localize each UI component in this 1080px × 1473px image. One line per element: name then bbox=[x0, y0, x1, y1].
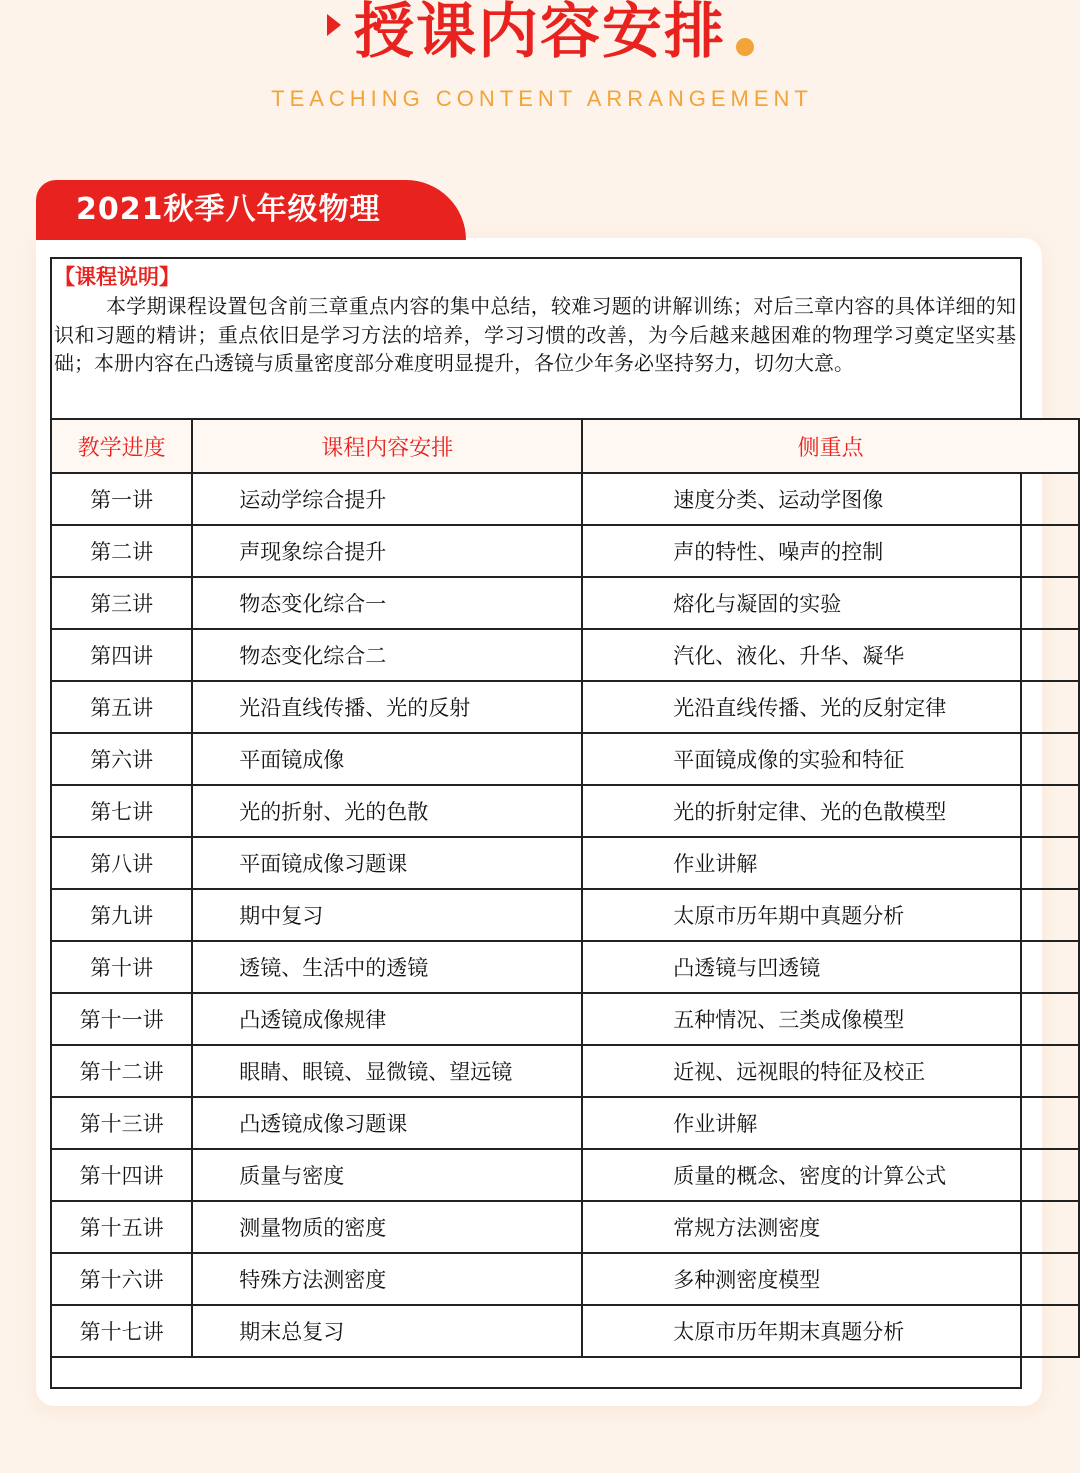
lesson-cell: 第十讲 bbox=[51, 941, 192, 993]
table-row bbox=[51, 941, 1079, 993]
lesson-cell: 第三讲 bbox=[51, 577, 192, 629]
intro-heading: 【课程说明】 bbox=[54, 264, 180, 289]
table-row bbox=[51, 1097, 1079, 1149]
lesson-cell: 第二讲 bbox=[51, 525, 192, 577]
focus-cell: 作业讲解 bbox=[582, 837, 1079, 889]
focus-cell: 太原市历年期末真题分析 bbox=[582, 1305, 1079, 1357]
course-intro bbox=[54, 262, 1016, 378]
content-cell: 凸透镜成像习题课 bbox=[192, 1097, 582, 1149]
focus-cell: 汽化、液化、升华、凝华 bbox=[582, 629, 1079, 681]
content-cell: 平面镜成像习题课 bbox=[192, 837, 582, 889]
content-cell: 声现象综合提升 bbox=[192, 525, 582, 577]
header-progress: 教学进度 bbox=[51, 419, 192, 473]
content-cell: 特殊方法测密度 bbox=[192, 1253, 582, 1305]
intro-text: 本学期课程设置包含前三章重点内容的集中总结，较难习题的讲解训练；对后三章内容的具体详细的知识和习题的精讲；重点依旧是学习方法的培养，学习习惯的改善，为今后越来越困难的物理学习奠定坚实基础；本册内容在凸透镜与质量密度部分难度明显提升，各位少年务必坚持努力，切勿大意。 bbox=[54, 294, 1016, 375]
content-cell: 凸透镜成像规律 bbox=[192, 993, 582, 1045]
page-subtitle: TEACHING CONTENT ARRANGEMENT bbox=[271, 86, 813, 111]
table-row bbox=[51, 1201, 1079, 1253]
table-body bbox=[51, 473, 1079, 1357]
focus-cell: 近视、远视眼的特征及校正 bbox=[582, 1045, 1079, 1097]
focus-cell: 多种测密度模型 bbox=[582, 1253, 1079, 1305]
focus-cell: 熔化与凝固的实验 bbox=[582, 577, 1079, 629]
lesson-cell: 第八讲 bbox=[51, 837, 192, 889]
header-focus: 侧重点 bbox=[582, 419, 1079, 473]
content-cell: 测量物质的密度 bbox=[192, 1201, 582, 1253]
focus-cell: 光的折射定律、光的色散模型 bbox=[582, 785, 1079, 837]
card-tab-label: 2021秋季八年级物理 bbox=[76, 192, 381, 227]
content-cell: 光的折射、光的色散 bbox=[192, 785, 582, 837]
lesson-cell: 第九讲 bbox=[51, 889, 192, 941]
lesson-cell: 第十七讲 bbox=[51, 1305, 192, 1357]
table-header-row bbox=[51, 419, 1079, 473]
table-row bbox=[51, 1149, 1079, 1201]
table-row bbox=[51, 681, 1079, 733]
focus-cell: 速度分类、运动学图像 bbox=[582, 473, 1079, 525]
focus-cell: 常规方法测密度 bbox=[582, 1201, 1079, 1253]
lesson-cell: 第十五讲 bbox=[51, 1201, 192, 1253]
content-cell: 期中复习 bbox=[192, 889, 582, 941]
triangle-marker-icon bbox=[327, 14, 341, 36]
lesson-cell: 第五讲 bbox=[51, 681, 192, 733]
table-row bbox=[51, 629, 1079, 681]
content-cell: 质量与密度 bbox=[192, 1149, 582, 1201]
content-cell: 物态变化综合二 bbox=[192, 629, 582, 681]
lesson-cell: 第一讲 bbox=[51, 473, 192, 525]
lesson-cell: 第十二讲 bbox=[51, 1045, 192, 1097]
content-cell: 物态变化综合一 bbox=[192, 577, 582, 629]
lesson-cell: 第十三讲 bbox=[51, 1097, 192, 1149]
table-row bbox=[51, 1305, 1079, 1357]
focus-cell: 质量的概念、密度的计算公式 bbox=[582, 1149, 1079, 1201]
lesson-cell: 第七讲 bbox=[51, 785, 192, 837]
focus-cell: 平面镜成像的实验和特征 bbox=[582, 733, 1079, 785]
content-cell: 期末总复习 bbox=[192, 1305, 582, 1357]
dot-icon bbox=[736, 38, 754, 56]
table-row bbox=[51, 837, 1079, 889]
focus-cell: 光沿直线传播、光的反射定律 bbox=[582, 681, 1079, 733]
table-row bbox=[51, 473, 1079, 525]
focus-cell: 五种情况、三类成像模型 bbox=[582, 993, 1079, 1045]
lesson-cell: 第四讲 bbox=[51, 629, 192, 681]
table-row bbox=[51, 1253, 1079, 1305]
lesson-cell: 第十六讲 bbox=[51, 1253, 192, 1305]
schedule-table bbox=[50, 418, 1080, 1358]
focus-cell: 太原市历年期中真题分析 bbox=[582, 889, 1079, 941]
page-header bbox=[0, 0, 1080, 130]
lesson-cell: 第六讲 bbox=[51, 733, 192, 785]
lesson-cell: 第十一讲 bbox=[51, 993, 192, 1045]
table-row bbox=[51, 525, 1079, 577]
focus-cell: 声的特性、噪声的控制 bbox=[582, 525, 1079, 577]
lesson-cell: 第十四讲 bbox=[51, 1149, 192, 1201]
focus-cell: 凸透镜与凹透镜 bbox=[582, 941, 1079, 993]
content-cell: 眼睛、眼镜、显微镜、望远镜 bbox=[192, 1045, 582, 1097]
table-row bbox=[51, 733, 1079, 785]
content-cell: 透镜、生活中的透镜 bbox=[192, 941, 582, 993]
content-cell: 光沿直线传播、光的反射 bbox=[192, 681, 582, 733]
table-row bbox=[51, 889, 1079, 941]
table-row bbox=[51, 577, 1079, 629]
table-row bbox=[51, 1045, 1079, 1097]
content-cell: 运动学综合提升 bbox=[192, 473, 582, 525]
header-content: 课程内容安排 bbox=[192, 419, 582, 473]
content-cell: 平面镜成像 bbox=[192, 733, 582, 785]
focus-cell: 作业讲解 bbox=[582, 1097, 1079, 1149]
table-row bbox=[51, 993, 1079, 1045]
page-title: 授课内容安排 bbox=[354, 0, 726, 67]
table-row bbox=[51, 785, 1079, 837]
